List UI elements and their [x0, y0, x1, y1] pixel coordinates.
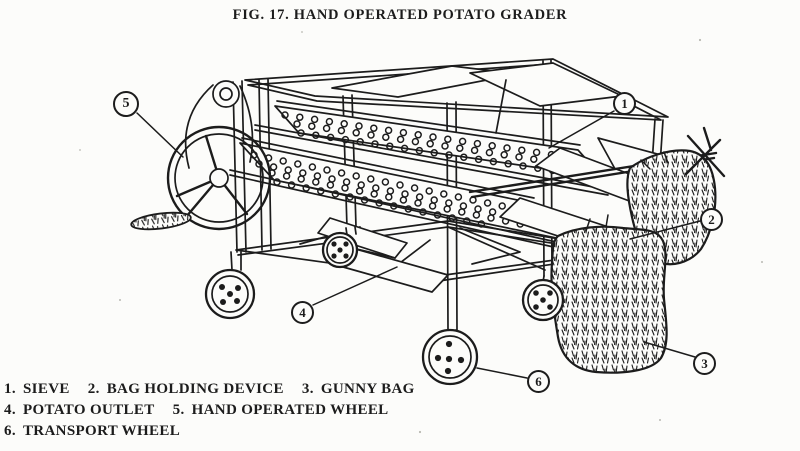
- legend-item-potato-outlet: 4. POTATO OUTLET: [4, 402, 155, 418]
- drive-pulley: [213, 81, 239, 107]
- transport-wheel-front-left: [206, 270, 254, 318]
- legend-row-2: [4, 400, 415, 421]
- transport-wheel-front-center: [423, 330, 477, 384]
- legend-item-hand-operated-wheel: 5. HAND OPERATED WHEEL: [172, 402, 389, 418]
- legend-item-bag-holding-device: 2. BAG HOLDING DEVICE: [87, 381, 284, 397]
- figure-legend: [4, 379, 415, 442]
- figure-title: FIG. 17. HAND OPERATED POTATO GRADER: [232, 7, 568, 23]
- callout-4: 4: [291, 301, 314, 324]
- legend-row-3: [4, 421, 415, 442]
- callout-6: 6: [527, 370, 550, 393]
- callout-1: 1: [613, 92, 636, 115]
- transport-wheel-right: [523, 280, 563, 320]
- legend-item-gunny-bag: 3. GUNNY BAG: [301, 381, 415, 397]
- legend-item-sieve: 1. SIEVE: [4, 381, 70, 397]
- callout-5: 5: [113, 91, 139, 117]
- callout-2: 2: [700, 208, 723, 231]
- legend-item-transport-wheel: 6. TRANSPORT WHEEL: [4, 423, 181, 439]
- callout-3: 3: [693, 352, 716, 375]
- transport-wheel-mid: [323, 233, 357, 267]
- legend-row-1: [4, 379, 415, 400]
